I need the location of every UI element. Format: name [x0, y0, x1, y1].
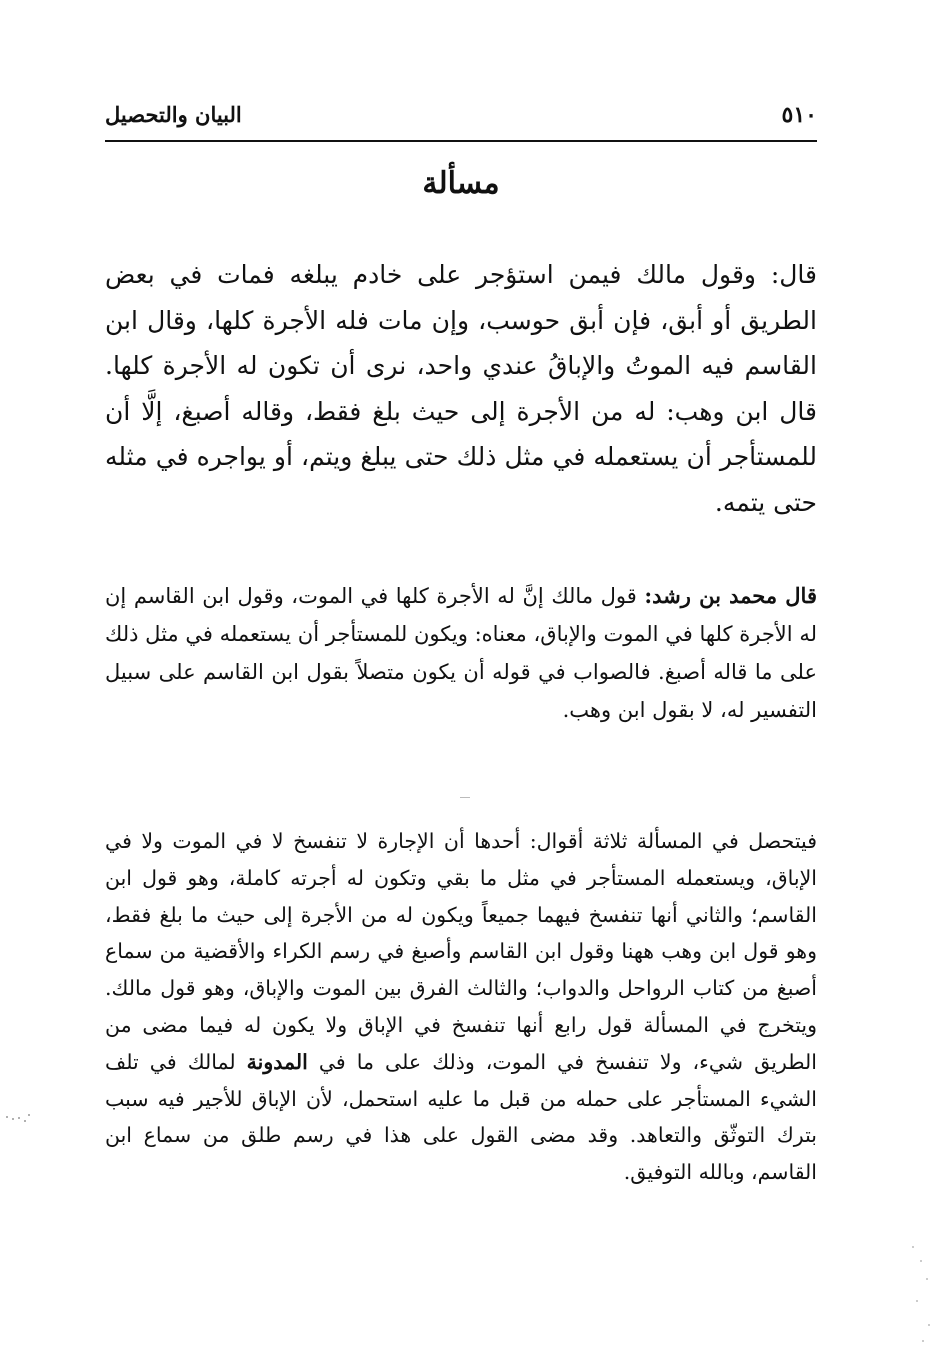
paragraph-2-body: قول مالك إنَّ له الأجرة كلها في الموت، وقول ابن القاسم إن له الأجرة كلها في الموت والإباق، معناه: ويكون للمستأجر أن يستعمله في مثل ذلك على ما قاله أصبغ. فالصواب في قوله أن يكون متصلاً بقول ابن القاسم على سبيل التفسير له، لا بقول ابن وهب. — [105, 584, 817, 722]
paragraph-2 — [105, 577, 817, 729]
section-heading: مسألة — [422, 166, 500, 201]
paragraph-3-book-title: المدونة — [246, 1049, 308, 1074]
scan-speckle-left — [4, 1108, 34, 1128]
header-rule — [105, 140, 817, 142]
paragraph-2-lead: قال محمد بن رشد: — [644, 583, 817, 608]
paragraph-3-part2: لمالك في تلف الشيء المستأجر على حمله من قبل ما عليه استحمل، لأن الإباق للأجير فيه سبب بترك التوثّق والتعاهد. وقد مضى القول على هذا في رسم طلق من سماع ابن القاسم، وبالله التوفيق. — [105, 1049, 817, 1185]
paragraph-3 — [105, 823, 817, 1191]
paragraph-3-part1: فيتحصل في المسألة ثلاثة أقوال: أحدها أن الإجارة لا تنفسخ لا في الموت ولا في الإباق، ويستعمله المستأجر في مثل ما بقي وتكون له أجرته كاملة، وهو قول ابن القاسم؛ والثاني أنها تنفسخ فيهما جميعاً ويكون له من الأجرة إلى حيث ما بلغ فقط، وهو قول ابن وهب ههنا وقول ابن القاسم وأصبغ في رسم الكراء والأقضية من سماع أصبغ من كتاب الرواحل والدواب؛ والثالث الفرق بين الموت والإباق، وهو قول مالك. ويتخرج في المسألة قول رابع أنها تنفسخ في الإباق ولا يكون له فيما مضى من الطريق شيء، ولا تنفسخ في الموت، وذلك على ما في — [105, 829, 818, 1074]
page-header — [105, 100, 817, 134]
divider-mark — [460, 797, 470, 798]
paragraph-1: قال: وقول مالك فيمن استؤجر على خادم يبلغه فمات في بعض الطريق أو أبق، فإن أبق حوسب، وإن مات فله الأجرة كلها، وقال ابن القاسم فيه الموتُ والإباقُ عندي واحد، نرى أن تكون له الأجرة كلها. قال ابن وهب: له من الأجرة إلى حيث بلغ فقط، وقاله أصبغ، إلَّا أن للمستأجر أن يستعمله في مثل ذلك حتى يبلغ ويتم، أو يواجره في مثله حتى يتمه. — [105, 260, 817, 517]
page-number: ٥١٠ — [781, 102, 817, 128]
running-title: البيان والتحصيل — [105, 102, 242, 127]
scan-speckle-right — [908, 1240, 936, 1350]
